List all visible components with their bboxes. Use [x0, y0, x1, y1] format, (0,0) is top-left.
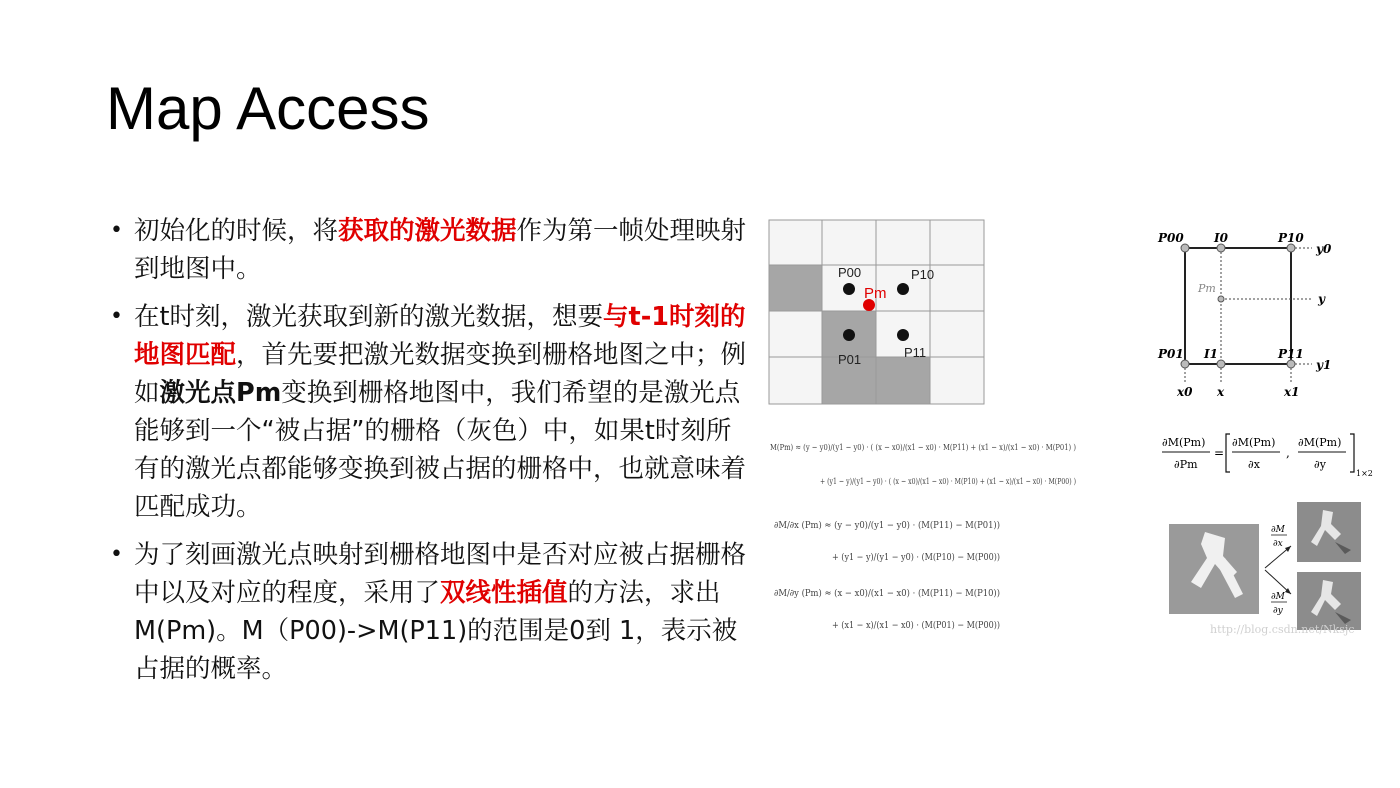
body-text: 为了刻画激光点映射到栅格地图中是否对应被占据栅格中以及对应的程度，采用了	[134, 540, 747, 608]
equation-dmdy-line-2: + (x1 − x)/(x1 − x0) · (M(P01) − M(P00))	[832, 620, 1000, 631]
node-p10	[1287, 244, 1295, 252]
slide-title: Map Access	[106, 75, 430, 142]
bullet-item	[106, 298, 756, 526]
dmdx-gradient-image	[1297, 502, 1361, 562]
equation-dmdy-line-1: ∂M/∂y (Pm) ≈ (x − x0)/(x1 − x0) · (M(P11) − M(P10))	[774, 588, 1000, 599]
bullet-text	[134, 216, 746, 284]
body-text: 作为第一帧处理映射到地图中。	[134, 216, 747, 284]
label-p00: P00	[1158, 231, 1184, 245]
gradient-lhs-numerator: ∂M(Pm)	[1162, 436, 1206, 449]
grid-point-p10	[897, 283, 909, 295]
equation-dmdx-line-1: ∂M/∂x (Pm) ≈ (y − y0)/(y1 − y0) · (M(P11) − M(P01))	[774, 520, 1000, 531]
label-y: y	[1318, 292, 1325, 306]
equals-sign: =	[1214, 446, 1225, 460]
highlight-text: 与t-1时刻的地图匹配	[134, 302, 746, 370]
label-x1: x1	[1284, 385, 1300, 399]
bullet-dot: •	[110, 304, 123, 329]
label-p10: P10	[1278, 231, 1304, 245]
label-p10: P10	[911, 267, 935, 282]
node-i0	[1217, 244, 1225, 252]
body-text: 在t时刻，激光获取到新的激光数据，想要	[134, 302, 603, 332]
bilinear-diagram	[1150, 222, 1340, 402]
body-text: 变换到栅格地图中，我们希望的是激光点能够到一个“被占据”的栅格（灰色）中，如果t时刻所有的激光点都能够变换到被占据的栅格中，也就意味着匹配成功。	[134, 378, 747, 522]
grid-point-p11	[897, 329, 909, 341]
label-x: x	[1217, 385, 1225, 399]
dmdy-denominator: ∂y	[1273, 606, 1283, 616]
gradient-lhs-denominator: ∂Pm	[1174, 458, 1198, 471]
label-y0: y0	[1316, 242, 1332, 256]
highlight-text: 双线性插值	[440, 578, 568, 608]
body-text: 初始化的时候，将	[134, 216, 339, 246]
bullet-text	[134, 540, 746, 684]
gradient-b-denominator: ∂y	[1314, 458, 1326, 471]
label-x0: x0	[1177, 385, 1193, 399]
dmdx-numerator: ∂M	[1271, 525, 1285, 535]
label-y1: y1	[1316, 358, 1332, 372]
node-p11	[1287, 360, 1295, 368]
body-text: 的方法，求出M(Pm)。M（P00)->M(P11)的范围是0到 1，表示被占据的概率。	[134, 578, 738, 684]
node-p00	[1181, 244, 1189, 252]
label-p00: P00	[838, 265, 862, 280]
gradient-images	[1165, 498, 1400, 633]
bullet-list	[106, 212, 756, 698]
interpolation-equations	[770, 428, 1177, 648]
watermark: http://blog.csdn.net/Nksjc	[1210, 623, 1355, 636]
gradient-dims: 1×2	[1356, 469, 1373, 478]
map-image	[1169, 524, 1259, 614]
dmdy-gradient-image	[1297, 572, 1361, 630]
label-p01: P01	[1158, 347, 1184, 361]
bullet-dot: •	[110, 218, 123, 243]
label-i1: I1	[1204, 347, 1218, 361]
label-pm: Pm	[1198, 282, 1216, 295]
bullet-dot: •	[110, 542, 123, 567]
node-p01	[1181, 360, 1189, 368]
label-i0: I0	[1214, 231, 1228, 245]
body-text: ，首先要把激光数据变换到栅格地图之中；例如	[134, 340, 747, 408]
equation-m-line-2: + (y1 − y)/(y1 − y0) · ( (x − x0)/(x1 − x0) · M(P10) + (x1 − x)/(x1 − x0) · M(P00) )	[820, 477, 1177, 487]
bullet-text	[134, 302, 746, 522]
equation-m-line-1: M(Pm) ≈ (y − y0)/(y1 − y0) · ( (x − x0)/(x1 − x0) · M(P11) + (x1 − x)/(x1 − x0) · M(P01) )	[770, 443, 1159, 453]
dmdy-numerator: ∂M	[1271, 592, 1285, 602]
grid-point-p01	[843, 329, 855, 341]
equation-dmdx-line-2: + (y1 − y)/(y1 − y0) · (M(P10) − M(P00))	[832, 552, 1000, 563]
dmdx-denominator: ∂x	[1273, 539, 1283, 549]
gradient-b-numerator: ∂M(Pm)	[1298, 436, 1342, 449]
gradient-a-numerator: ∂M(Pm)	[1232, 436, 1276, 449]
emphasis-text: 激光点Pm	[159, 378, 282, 408]
label-pm: Pm	[864, 285, 887, 302]
label-p11: P11	[1278, 347, 1304, 361]
gradient-a-denominator: ∂x	[1248, 458, 1260, 471]
grid-point-p00	[843, 283, 855, 295]
bullet-item	[106, 536, 756, 688]
label-p01: P01	[838, 352, 862, 367]
highlight-text: 获取的激光数据	[338, 216, 517, 246]
label-p11: P11	[904, 345, 927, 360]
node-i1	[1217, 360, 1225, 368]
gradient-equation	[1160, 430, 1385, 480]
bullet-item	[106, 212, 756, 288]
node-pm	[1218, 296, 1224, 302]
comma-separator: ,	[1286, 446, 1290, 460]
occupancy-grid-figure	[768, 219, 986, 407]
